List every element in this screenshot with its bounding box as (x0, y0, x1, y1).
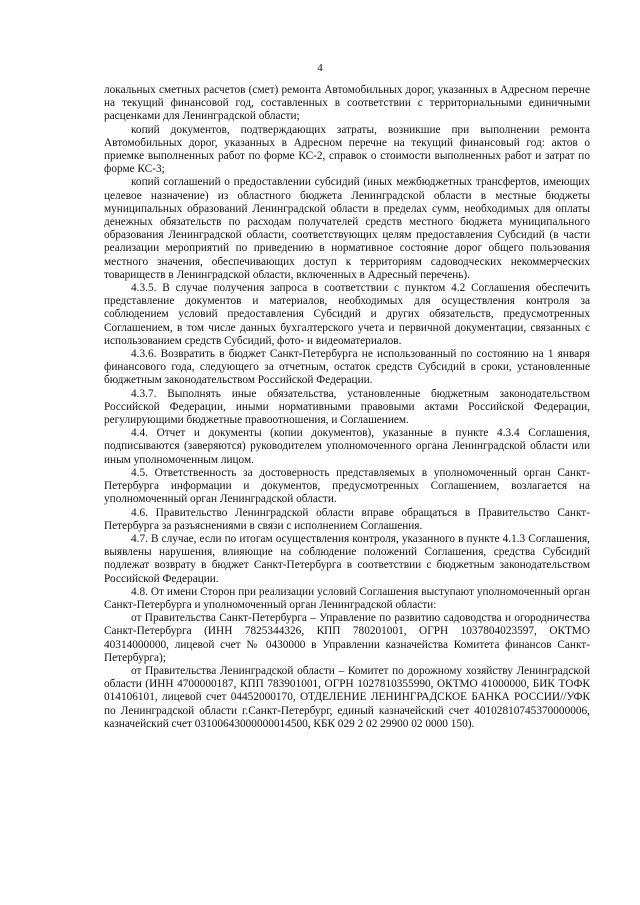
paragraph-4-8: 4.8. От имени Сторон при реализации условий Соглашения выступают уполномоченный орган Санкт-Петербурга и уполномоченный орган Ленинградской области: (104, 585, 590, 611)
document-body (104, 84, 590, 731)
paragraph-4-3-6: 4.3.6. Возвратить в бюджет Санкт-Петербурга не использованный по состоянию на 1 января финансового года, следующего за отчетным, остаток средств Субсидий в сроки, установленные бюджетным законодательством Российской Федерации. (104, 348, 590, 387)
paragraph-kopii-soglasheniy: копий соглашений о предоставлении субсидий (иных межбюджетных трансфертов, имеющих целевое назначение) из областного бюджета Ленинградской области в местные бюджеты муниципальных образований Ленинградской области в пределах сумм, необходимых для оплаты денежных обязательств по расходам получателей средств местного бюджета муниципального образования Ленинградской области, соответствующих целям предоставления Субсидий (в части реализации мероприятий по приведению в нормативное состояние дорог общего пользования местного значения, обеспечивающих доступ к территориям садоводческих некоммерческих товариществ в Ленинградской области, включенных в Адресный перечень). (104, 176, 590, 281)
paragraph-4-7: 4.7. В случае, если по итогам осуществления контроля, указанного в пункте 4.1.3 Соглашения, выявлены нарушения, влияющие на соблюдение положений Соглашения, средства Субсидий подлежат возврату в бюджет Санкт-Петербурга в соответствии с бюджетным законодательством Российской Федерации. (104, 532, 590, 585)
page-number: 4 (317, 62, 323, 74)
paragraph-smeta: локальных сметных расчетов (смет) ремонта Автомобильных дорог, указанных в Адресном перечне на текущий финансовой год, составленных в соответствии с территориальными единичными расценками для Ленинградской области; (104, 84, 590, 123)
paragraph-spb-requisites: от Правительства Санкт-Петербурга – Управление по развитию садоводства и огородничества Санкт-Петербурга (ИНН 7825344326, КПП 780201001, ОГРН 1037804023597, ОКТМО 40314000000, лицевой счет № 0430000 в Управлении казначейства Комитета финансов Санкт-Петербурга); (104, 612, 590, 664)
paragraph-lo-requisites: от Правительства Ленинградской области – Комитет по дорожному хозяйству Ленинградской области (ИНН 4700000187, КПП 783901001, ОГРН 1027810355990, ОКТМО 41000000, БИК ТОФК 014106101, лицевой счет 04452000170, ОТДЕЛЕНИЕ ЛЕНИНГРАДСКОЕ БАНКА РОССИИ//УФК по Ленинградской области г.Санкт-Петербург, единый казначейский счет 40102810745370000006, казначейский счет 03100643000000014500, КБК 029 2 02 29900 02 0000 150). (104, 664, 590, 730)
paragraph-4-3-5: 4.3.5. В случае получения запроса в соответствии с пунктом 4.2 Соглашения обеспечить представление документов и материалов, необходимых для осуществления контроля за соблюдением условий предоставления Субсидий и других обязательств, предусмотренных Соглашением, в том числе данных бухгалтерского учета и первичной документации, связанных с использованием средств Субсидий, фото- и видеоматериалов. (104, 282, 590, 347)
paragraph-4-3-7: 4.3.7. Выполнять иные обязательства, установленные бюджетным законодательством Российской Федерации, иными нормативными правовыми актами Российской Федерации, регулирующими бюджетные правоотношения, и Соглашением. (104, 387, 590, 427)
paragraph-4-5: 4.5. Ответственность за достоверность представляемых в уполномоченный орган Санкт-Петербурга информации и документов, предусмотренных Соглашением, возлагается на уполномоченный орган Ленинградской области. (104, 466, 590, 506)
paragraph-kopii-dokumentov: копий документов, подтверждающих затраты, возникшие при выполнении ремонта Автомобильных дорог, указанных в Адресном перечне на текущий финансовый год: актов о приемке выполненных работ по форме КС-2, справок о стоимости выполненных работ и затрат по форме КС-3; (104, 123, 590, 176)
paragraph-4-4: 4.4. Отчет и документы (копии документов), указанные в пункте 4.3.4 Соглашения, подписываются (заверяются) руководителем уполномоченного органа Ленинградской области или иным уполномоченным лицом. (104, 427, 590, 466)
paragraph-4-6: 4.6. Правительство Ленинградской области вправе обращаться в Правительство Санкт-Петербурга за разъяснениями в связи с исполнением Соглашения. (104, 506, 590, 532)
